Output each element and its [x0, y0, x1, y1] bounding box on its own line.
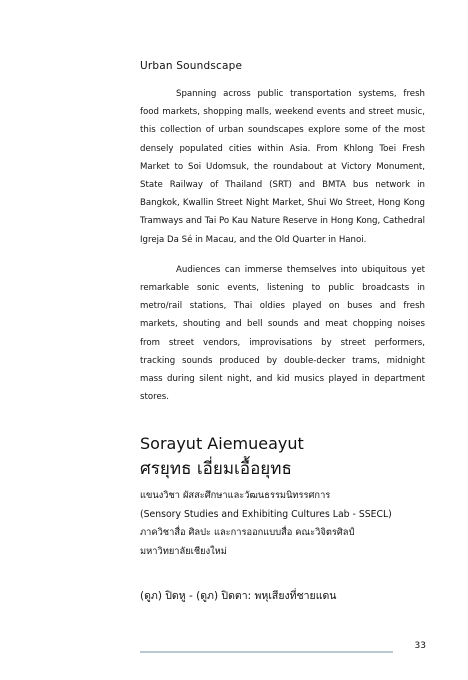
section-title: Urban Soundscape: [140, 60, 243, 72]
author-affiliation: [140, 487, 425, 561]
author-name-english: Sorayut Aiemueayut: [140, 434, 304, 454]
affiliation-line-1: แขนงวิชา ผัสสะศึกษาและวัฒนธรรมนิทรรศการ: [140, 490, 331, 502]
paragraph-1: Spanning across public transportation systems, fresh food markets, shopping malls, weekend events and street music, this collection of urban soundscapes explore some of the most densely populated cities within Asia. From Khlong Toei Fresh Market to Soi Udomsuk, the roundabout at Victory Monument, State Railway of Thailand (SRT) and BMTA bus network in Bangkok, Kwallin Street Night Market, Shui Wo Street, Hong Kong Tramways and Tai Po Kau Nature Reserve in Hong Kong, Cathedral Igreja Da Sé in Macau, and the Old Quarter in Hanoi.: [140, 89, 425, 245]
author-name-thai: ศรยุทธ เอี่ยมเอื้อยุทธ: [140, 459, 292, 480]
affiliation-line-2: (Sensory Studies and Exhibiting Cultures Lab - SSECL): [140, 508, 392, 520]
affiliation-line-3: ภาควิชาสื่อ ศิลปะ และการออกแบบสื่อ คณะวิจิตรศิลป์: [140, 527, 355, 539]
work-credit: (ดูภ) ปิดหู - (ดูภ) ปิดตา: พหุเสียงที่ชายแดน: [140, 590, 337, 603]
page-number: 33: [414, 641, 426, 651]
paragraph-2: Audiences can immerse themselves into ubiquitous yet remarkable sonic events, listening to public broadcasts in metro/rail stations, Thai oldies played on buses and fresh markets, shouting and bell sounds and meat chopping noises from street vendors, improvisations by street performers, tracking sounds produced by double-decker trams, midnight mass during silent night, and kid musics played in department stores.: [140, 264, 425, 403]
article-body: [140, 60, 425, 604]
footer-rule: [140, 651, 393, 653]
affiliation-line-4: มหาวิทยาลัยเชียงใหม่: [140, 545, 227, 557]
